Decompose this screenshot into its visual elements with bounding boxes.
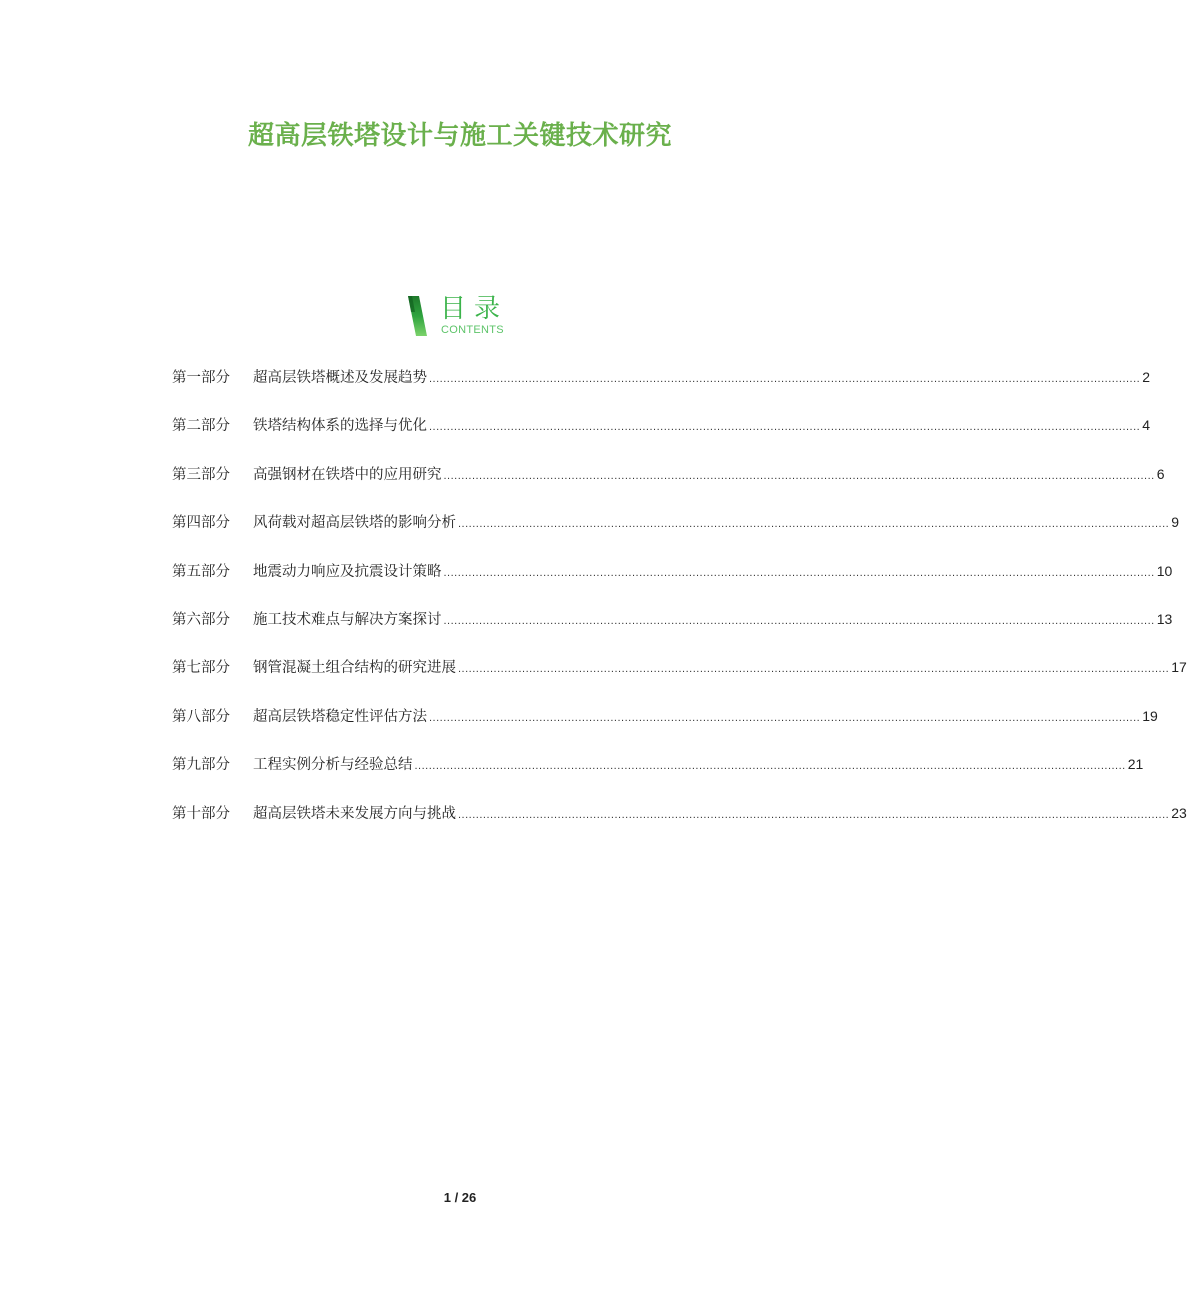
toc-dot-leader: ........................................................................................................................................................................................................ [414,760,1126,773]
toc-entry[interactable] [172,410,1151,458]
toc-entry-page: 21 [1127,756,1144,773]
toc-dot-leader: ........................................................................................................................................................................................................ [443,566,1155,579]
page-indicator: 1 / 26 [443,1190,477,1205]
toc-entry-page: 2 [1142,369,1151,385]
toc-entry-part: 第四部分 [172,515,230,532]
toc-entry-part: 第十部分 [172,805,230,822]
table-of-contents [172,362,1187,846]
toc-entry[interactable] [172,362,1151,410]
toc-entry-part: 第二部分 [172,418,230,435]
toc-entry-part: 第三部分 [172,466,230,483]
toc-entry[interactable] [172,556,1173,604]
toc-entry-title: 风荷载对超高层铁塔的影响分析 [253,515,456,532]
toc-entry-title: 地震动力响应及抗震设计策略 [253,563,442,580]
toc-entry[interactable] [172,701,1158,749]
toc-entry-page: 10 [1156,562,1173,579]
toc-entry-title: 超高层铁塔未来发展方向与挑战 [253,805,456,822]
green-bar-logo-icon [405,296,431,338]
toc-entry-part: 第八部分 [172,708,230,725]
toc-entry-page: 23 [1171,804,1187,821]
toc-entry-page: 4 [1142,417,1151,434]
toc-subheading: CONTENTS [441,324,504,336]
toc-entry-part: 第九部分 [172,757,230,774]
toc-dot-leader: ........................................................................................................................................................................................................ [458,663,1170,676]
toc-entry[interactable] [172,507,1180,555]
toc-entry-title: 钢管混凝土组合结构的研究进展 [253,660,456,677]
toc-entry[interactable] [172,798,1187,846]
toc-dot-leader: ........................................................................................................................................................................................................ [443,614,1155,627]
toc-entry[interactable] [172,749,1144,797]
toc-dot-leader: ........................................................................................................................................................................................................ [458,518,1170,531]
toc-entry-page: 19 [1142,707,1158,724]
toc-header [405,294,545,340]
toc-entry-page: 9 [1171,514,1180,531]
toc-dot-leader: ........................................................................................................................................................................................................ [443,469,1155,482]
toc-entry[interactable] [172,459,1165,507]
toc-dot-leader: ........................................................................................................................................................................................................ [429,711,1141,724]
toc-entry-title: 超高层铁塔稳定性评估方法 [253,708,427,725]
toc-entry-title: 铁塔结构体系的选择与优化 [253,418,427,435]
toc-entry[interactable] [172,604,1173,652]
toc-entry-page: 6 [1156,465,1165,482]
document-title: 超高层铁塔设计与施工关键技术研究 [247,121,672,151]
toc-dot-leader: ........................................................................................................................................................................................................ [429,373,1141,385]
toc-entry-part: 第六部分 [172,611,230,628]
toc-entry-title: 高强钢材在铁塔中的应用研究 [253,466,442,483]
toc-entry-part: 第一部分 [172,370,230,386]
toc-entry-title: 工程实例分析与经验总结 [253,757,413,774]
toc-dot-leader: ........................................................................................................................................................................................................ [429,421,1141,434]
toc-entry-title: 施工技术难点与解决方案探讨 [253,611,442,628]
toc-entry-part: 第五部分 [172,563,230,580]
toc-heading: 目录 [440,294,509,324]
toc-entry-page: 13 [1156,610,1173,627]
toc-entry-page: 17 [1171,659,1187,676]
toc-entry-part: 第七部分 [172,660,230,677]
toc-dot-leader: ........................................................................................................................................................................................................ [458,808,1170,821]
toc-entry[interactable] [172,652,1187,700]
toc-entry-title: 超高层铁塔概述及发展趋势 [253,370,427,386]
